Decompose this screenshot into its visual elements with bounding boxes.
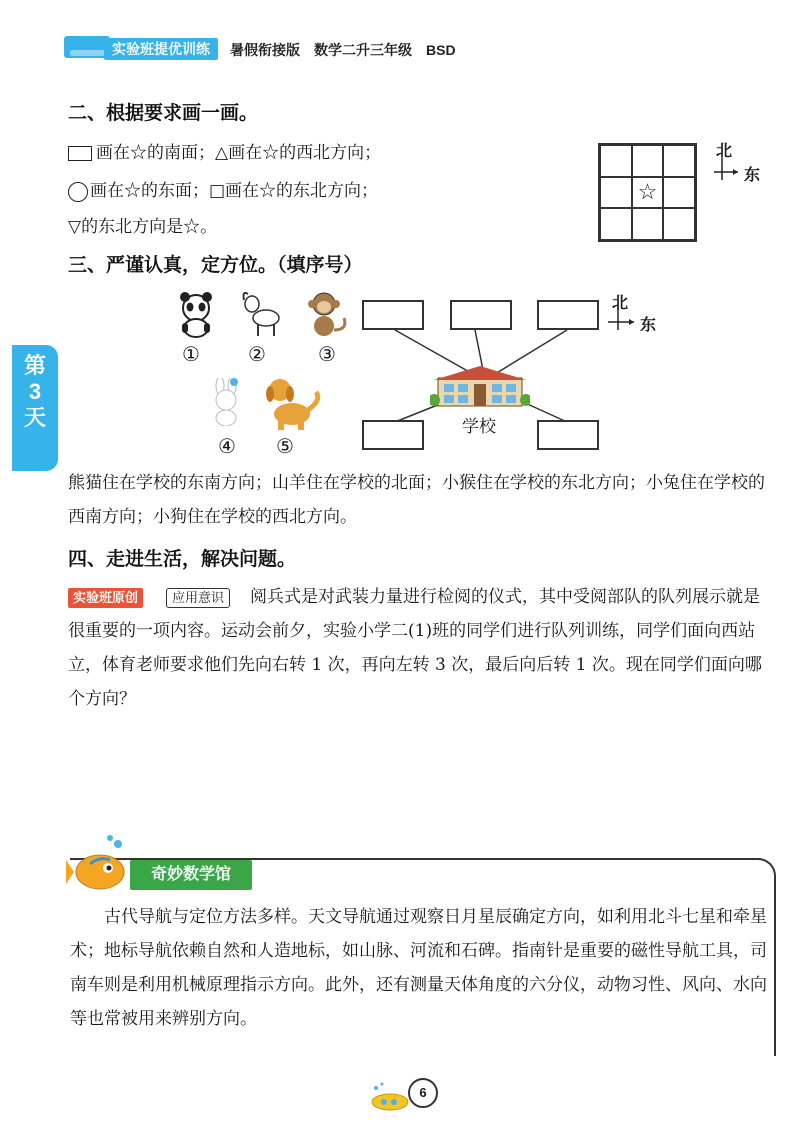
section2-line-2: 画在☆的东面；□画在☆的东北方向； <box>68 176 378 202</box>
answer-box-southwest[interactable] <box>362 420 424 450</box>
day-tab <box>12 345 58 471</box>
answer-area[interactable] <box>68 730 768 830</box>
grid-cell-center-star: ☆ <box>632 177 664 209</box>
day-tab-char: 3 <box>28 379 42 404</box>
direction-grid <box>598 143 697 242</box>
grid-cell[interactable] <box>632 145 664 177</box>
section2-title: 二、根据要求画一画。 <box>68 103 259 124</box>
grid-cell[interactable] <box>663 145 695 177</box>
day-tab-char: 天 <box>23 405 46 430</box>
animal-number: ① <box>182 342 200 366</box>
answer-box-north[interactable] <box>450 300 512 330</box>
page-number: 6 <box>408 1078 438 1108</box>
compass-arrow-icon <box>712 156 742 186</box>
school-label: 学校 <box>462 417 496 437</box>
rabbit-icon <box>206 378 246 426</box>
application-tag: 应用意识 <box>166 588 230 608</box>
grid-cell[interactable] <box>632 208 664 240</box>
fish-mascot-icon <box>66 834 136 896</box>
dog-icon <box>262 376 324 432</box>
day-tab-char: 第 <box>23 353 46 378</box>
compass-north-label: 北 <box>612 295 629 312</box>
grid-cell[interactable] <box>663 177 695 209</box>
rectangle-icon <box>68 146 92 161</box>
section4-title: 四、走进生活，解决问题。 <box>68 549 297 570</box>
section4-text: 阅兵式是对武装力量进行检阅的仪式，其中受阅部队的队列展示就是很重要的一项内容。运动会前夕，实验小学二(1)班的同学们进行队列训练，同学们面向西站立，体育老师要求他们先向右转 1 次，再向左转 3 次，最后向后转 1 次。现在同学们面向哪个方向？ <box>68 587 762 709</box>
answer-box-southeast[interactable] <box>537 420 599 450</box>
header-subtitle: 暑假衔接版 数学二升三年级 BSD <box>230 42 456 58</box>
answer-box-northeast[interactable] <box>537 300 599 330</box>
grid-cell[interactable] <box>600 177 632 209</box>
school-building-icon <box>430 364 530 410</box>
compass-north-label: 北 <box>716 143 733 160</box>
grid-cell[interactable] <box>600 145 632 177</box>
grid-cell[interactable] <box>663 208 695 240</box>
answer-box-northwest[interactable] <box>362 300 424 330</box>
panda-icon <box>176 290 216 338</box>
compass-arrow-icon <box>606 306 638 336</box>
section3-text: 熊猫住在学校的东南方向；山羊住在学校的北面；小猴住在学校的东北方向；小兔住在学校的西南方向；小狗住在学校的西北方向。 <box>68 473 765 527</box>
circle-icon <box>68 182 88 202</box>
goat-icon <box>238 288 282 338</box>
compass-east-label: 东 <box>744 167 761 184</box>
animal-number: ④ <box>218 434 236 458</box>
compass-east-label: 东 <box>640 317 657 334</box>
grid-cell[interactable] <box>600 208 632 240</box>
header-badge: 实验班提优训练 <box>104 38 218 60</box>
monkey-icon <box>306 290 350 338</box>
animal-number: ⑤ <box>276 434 294 458</box>
animal-number: ② <box>248 342 266 366</box>
animal-number: ③ <box>318 342 336 366</box>
section2-line-1: 画在☆的南面；△画在☆的西北方向； <box>68 138 381 163</box>
museum-label: 奇妙数学馆 <box>130 860 252 890</box>
section3-title: 三、严谨认真，定方位。（填序号） <box>68 255 363 276</box>
section2-line-3: ▽的东北方向是☆。 <box>68 217 218 237</box>
museum-text: 古代导航与定位方法多样。天文导航通过观察日月星辰确定方向，如利用北斗七星和牵星术；地标导航依赖自然和人造地标，如山脉、河流和石碑。指南针是重要的磁性导航工具，司南车则是利用机械原理指示方向。此外，还有测量天体角度的六分仪，动物习性、风向、水向等也常被用来辨别方向。 <box>70 907 767 1029</box>
original-tag: 实验班原创 <box>68 588 143 608</box>
